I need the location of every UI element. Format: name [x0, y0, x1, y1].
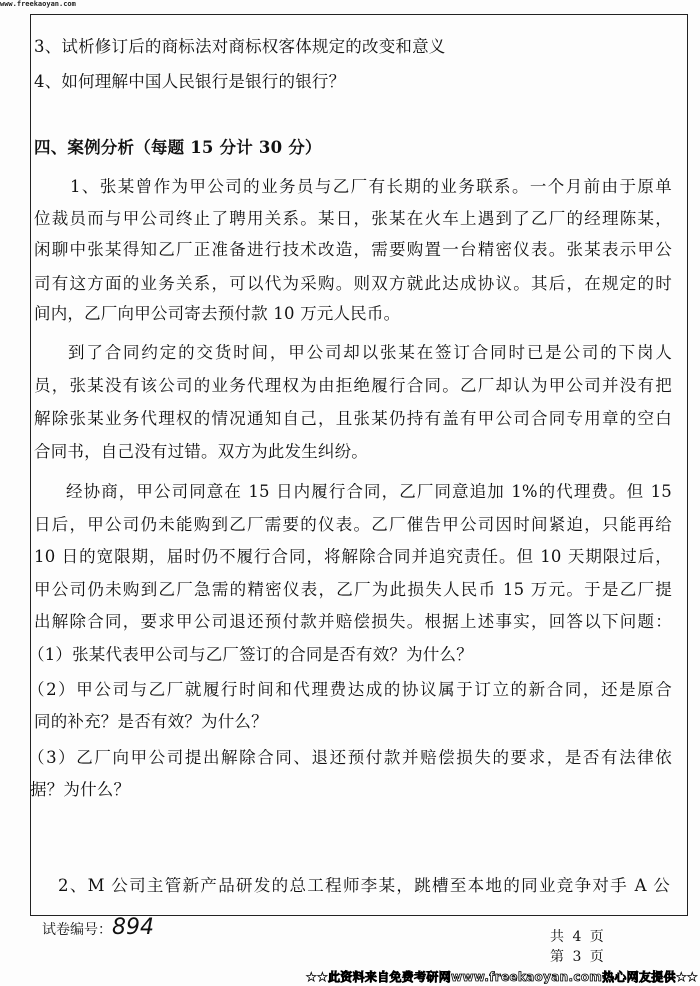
case-line: 日后，甲公司仍未能购到乙厂需要的仪表。乙厂催告甲公司因时间紧迫，只能再给	[34, 515, 672, 534]
total-pages: 共 4 页	[550, 929, 604, 945]
case-line: 合同书，自己没有过错。双方为此发生纠纷。	[34, 442, 368, 461]
section-heading: 四、案例分析（每题 15 分计 30 分）	[34, 138, 322, 157]
question-3: 3、试析修订后的商标法对商标权客体规定的改变和意义	[34, 37, 446, 56]
case-line: 甲公司仍未购到乙厂急需的精密仪表，乙厂为此损失人民币 15 万元。于是乙厂提	[34, 580, 672, 599]
paper-number	[42, 915, 154, 940]
case-2-first-line: 2、M 公司主管新产品研发的总工程师李某，跳槽至本地的同业竞争对手 A 公	[58, 876, 670, 895]
case-line: 间内，乙厂向甲公司寄去预付款 10 万元人民币。	[34, 304, 401, 323]
question-4: 4、如何理解中国人民银行是银行的银行？	[34, 72, 346, 91]
case-line: 员，张某没有该公司的业务代理权为由拒绝履行合同。乙厂却认为甲公司并没有把	[34, 376, 672, 395]
sub-question-2-cont: 同的补充？是否有效？为什么？	[34, 712, 268, 731]
case-line: 到了合同约定的交货时间，甲公司却以张某在签订合同时已是公司的下岗人	[68, 343, 672, 362]
current-page: 第 3 页	[550, 949, 604, 965]
case-line: 司有这方面的业务关系，可以代为采购。则双方就此达成协议。其后，在规定的时	[34, 274, 672, 293]
case-line: 闲聊中张某得知乙厂正准备进行技术改造，需要购置一台精密仪表。张某表示甲公	[34, 240, 672, 259]
site-url: www.freekaoyan.com	[0, 0, 76, 8]
case-line: 解除张某业务代理权的情况通知自己，且张某仍持有盖有甲公司合同专用章的空白	[34, 409, 672, 428]
case-line: 10 日的宽限期，届时仍不履行合同，将解除合同并追究责任。但 10 天期限过后，	[34, 547, 672, 566]
sub-question-3: （3）乙厂向甲公司提出解除合同、退还预付款并赔偿损失的要求，是否有法律依	[28, 748, 672, 767]
case-line: 经协商，甲公司同意在 15 日内履行合同，乙厂同意追加 1%的代理费。但 15	[66, 482, 672, 501]
paper-number-value: 894	[112, 915, 154, 940]
sub-question-3-cont: 据？为什么？	[30, 780, 131, 799]
sub-question-2: （2）甲公司与乙厂就履行时间和代理费达成的协议属于订立的新合同，还是原合	[28, 680, 672, 699]
sub-question-1: （1）张某代表甲公司与乙厂签订的合同是否有效？为什么？	[28, 645, 473, 664]
case-line: 位裁员而与甲公司终止了聘用关系。某日，张某在火车上遇到了乙厂的经理陈某，	[34, 209, 672, 228]
case-line: 出解除合同，要求甲公司退还预付款并赔偿损失。根据上述事实，回答以下问题：	[34, 612, 672, 631]
paper-number-label: 试卷编号：	[42, 922, 112, 938]
source-banner: ★★此资料来自免费考研网www.freekaoyan.com热心网友提供★★	[305, 970, 698, 984]
case-line: 1、张某曾作为甲公司的业务员与乙厂有长期的业务联系。一个月前由于原单	[70, 177, 672, 196]
